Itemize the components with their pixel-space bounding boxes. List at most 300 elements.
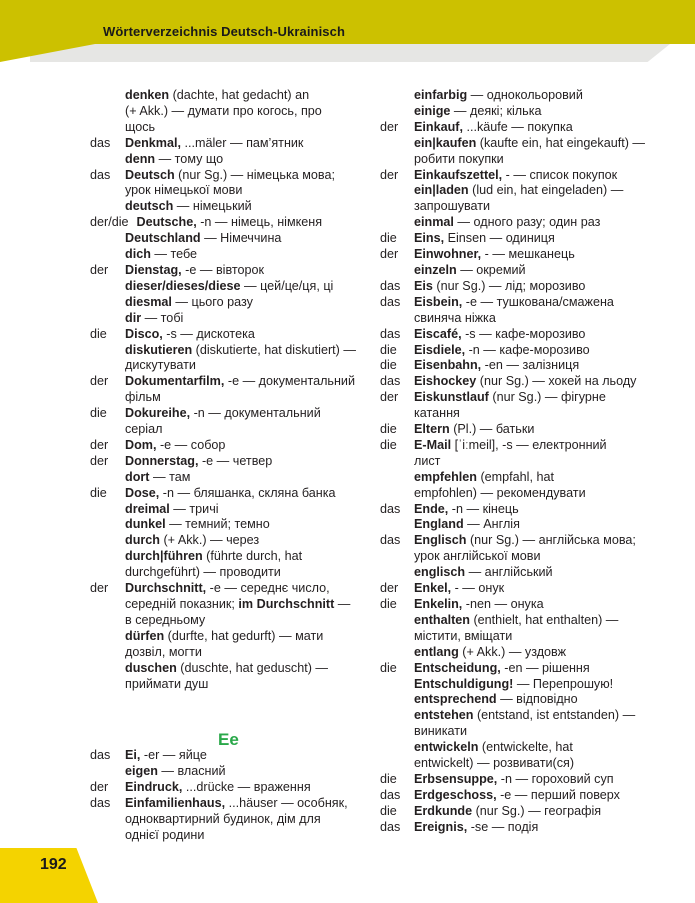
entry-definition: ...mäler — пам’ятник — [181, 135, 304, 150]
dictionary-entry — [90, 780, 375, 796]
entry-headword: Einkauf, — [414, 119, 463, 134]
dictionary-entry — [90, 199, 375, 215]
entry-definition: -en — рішення — [500, 660, 590, 675]
entry-article: das — [380, 278, 401, 293]
entry-definition: - — мешканець — [481, 247, 575, 262]
entry-headword: Eishockey — [414, 374, 477, 389]
dictionary-entry — [380, 565, 670, 581]
entry-headword: Erdgeschoss, — [414, 787, 497, 802]
entry-definition: — тричі — [169, 501, 219, 516]
entry-definition: (enthielt, hat enthalten) — містити, вміщати — [414, 612, 619, 643]
entry-article: die — [380, 358, 397, 373]
entry-definition: (entstand, ist entstanden) — виникати — [414, 708, 636, 739]
dictionary-entry — [90, 486, 375, 502]
entry-article — [380, 183, 414, 215]
entry-headword: Ereignis, — [414, 819, 468, 834]
entry-body — [414, 692, 670, 708]
entry-headword: Dom, — [125, 437, 157, 452]
entry-definition: (duschte, hat geduscht) — приймати душ — [125, 660, 329, 691]
entry-headword: entstehen — [414, 708, 474, 723]
entry-definition: (nur Sg.) — лід; морозиво — [432, 278, 586, 293]
entry-article: das — [380, 501, 401, 516]
entry-definition: — відповідно — [496, 692, 578, 707]
dictionary-entry — [380, 327, 670, 343]
entry-article — [90, 661, 125, 693]
dictionary-entry — [380, 343, 670, 359]
entry-article: der — [90, 374, 109, 389]
page-number: 192 — [40, 856, 67, 873]
dictionary-entry — [380, 231, 670, 247]
entry-body — [414, 295, 670, 327]
entry-definition: — німецький — [173, 199, 252, 214]
dictionary-entry — [90, 748, 375, 764]
entry-headword: Eiscafé, — [414, 326, 462, 341]
entry-article — [90, 764, 125, 780]
entry-headword: eigen — [125, 763, 158, 778]
dictionary-entry — [90, 517, 375, 533]
entry-body — [414, 438, 670, 470]
entry-body — [125, 231, 375, 247]
dictionary-entry — [380, 104, 670, 120]
dictionary-entry — [380, 788, 670, 804]
entry-definition: — окремий — [456, 262, 526, 277]
entry-article — [380, 104, 414, 120]
entry-article: die — [380, 437, 397, 452]
left-column — [90, 88, 375, 692]
entry-definition: — Перепрошую! — [513, 676, 614, 691]
dictionary-entry — [380, 502, 670, 518]
entry-headword: denken — [125, 88, 170, 102]
entry-body — [125, 374, 375, 406]
entry-definition: -n — німець, німкеня — [196, 215, 323, 230]
entry-body — [414, 88, 670, 104]
entry-body — [125, 486, 375, 502]
entry-headword: dieser/dieses/diese — [125, 278, 241, 293]
dictionary-entry — [90, 263, 375, 279]
entry-body — [414, 740, 670, 772]
entry-definition: (kaufte ein, hat eingekauft) — робити покупки — [414, 135, 646, 166]
entry-body — [125, 343, 375, 375]
entry-article: die — [380, 803, 397, 818]
entry-headword: Eisenbahn, — [414, 358, 482, 373]
entry-article — [90, 295, 125, 311]
entry-article — [90, 311, 125, 327]
entry-article — [90, 533, 125, 549]
entry-body — [137, 215, 375, 231]
entry-body — [125, 629, 375, 661]
entry-headword: Entschuldigung! — [414, 676, 514, 691]
dictionary-entry — [380, 120, 670, 136]
entry-headword: entwickeln — [414, 740, 479, 755]
dictionary-entry — [90, 88, 375, 136]
entry-definition: -e — перший поверх — [496, 787, 620, 802]
entry-body — [125, 764, 375, 780]
dictionary-entry — [90, 136, 375, 152]
entry-headword: dunkel — [125, 517, 166, 532]
dictionary-entry — [380, 708, 670, 740]
entry-article: der — [90, 262, 109, 277]
entry-definition: -e — документальний фільм — [125, 374, 356, 405]
entry-body — [414, 247, 670, 263]
entry-headword: Eisbein, — [414, 294, 463, 309]
dictionary-entry — [90, 533, 375, 549]
dictionary-entry — [380, 470, 670, 502]
entry-article — [90, 343, 125, 375]
entry-body — [125, 295, 375, 311]
entry-article: das — [90, 135, 111, 150]
entry-body — [125, 454, 375, 470]
dictionary-entry — [90, 629, 375, 661]
dictionary-entry — [90, 581, 375, 629]
entry-article: das — [380, 819, 401, 834]
entry-body — [125, 533, 375, 549]
entry-headword: einmal — [414, 215, 454, 230]
entry-body — [414, 597, 670, 613]
dictionary-entry — [380, 645, 670, 661]
entry-headword: Disco, — [125, 326, 163, 341]
entry-headword: Eins, — [414, 231, 445, 246]
entry-headword: durch|führen — [125, 549, 203, 564]
entry-article — [90, 549, 125, 581]
entry-definition: (entwickelte, hat entwickelt) — розвивати(ся) — [414, 740, 575, 771]
dictionary-entry — [380, 740, 670, 772]
entry-definition: (nur Sg.) — німецька мова; урок німецької мови — [125, 167, 335, 198]
dictionary-entry — [90, 374, 375, 406]
entry-headword: einzeln — [414, 262, 457, 277]
entry-article: das — [90, 795, 111, 810]
dictionary-entry — [380, 215, 670, 231]
entry-definition: (diskutierte, hat diskutiert) — дискутувати — [125, 342, 356, 373]
dictionary-entry — [380, 581, 670, 597]
entry-body — [414, 613, 670, 645]
entry-definition: [ˈiːmeil], -s — електронний лист — [414, 437, 607, 468]
entry-article — [90, 88, 125, 136]
entry-article — [380, 740, 414, 772]
entry-body — [414, 327, 670, 343]
entry-body — [125, 438, 375, 454]
dictionary-entry — [380, 390, 670, 422]
dictionary-entry — [90, 549, 375, 581]
entry-headword: Erbsensuppe, — [414, 771, 498, 786]
entry-body — [125, 502, 375, 518]
dictionary-entry — [380, 358, 670, 374]
dictionary-entry — [380, 677, 670, 693]
entry-article: die — [90, 326, 107, 341]
dictionary-entry — [380, 183, 670, 215]
entry-definition: Einsen — одиниця — [444, 231, 555, 246]
dictionary-entry — [380, 692, 670, 708]
entry-headword: Eiskunstlauf — [414, 390, 489, 405]
entry-body — [125, 311, 375, 327]
entry-headword: Enkelin, — [414, 597, 463, 611]
entry-definition: — цього разу — [171, 294, 253, 309]
entry-body — [414, 517, 670, 533]
entry-definition: — тому що — [155, 151, 224, 166]
entry-body — [125, 661, 375, 693]
entry-body — [414, 502, 670, 518]
entry-body — [125, 263, 375, 279]
entry-body — [125, 199, 375, 215]
entry-definition: — темний; темно — [165, 517, 270, 532]
entry-headword: E-Mail — [414, 437, 452, 452]
entry-article: die — [380, 422, 397, 437]
entry-definition: — Англія — [463, 517, 520, 532]
entry-article: das — [90, 748, 111, 762]
entry-definition: — власний — [157, 763, 226, 778]
entry-article — [380, 708, 414, 740]
dictionary-entry — [380, 295, 670, 327]
entry-definition: -s — дискотека — [162, 326, 255, 341]
entry-headword: Dokumentarfilm, — [125, 374, 225, 389]
entry-article: die — [90, 406, 107, 421]
entry-definition: (durfte, hat gedurft) — мати дозвіл, могти — [125, 628, 324, 659]
entry-headword: Dokureihe, — [125, 406, 191, 421]
dictionary-entry — [90, 279, 375, 295]
entry-definition: (führte durch, hat durchgeführt) — проводити — [125, 549, 303, 580]
entry-body — [125, 279, 375, 295]
entry-definition: — в середньому — [125, 597, 351, 627]
entry-headword: denn — [125, 151, 156, 166]
entry-definition: -s — кафе-морозиво — [461, 326, 586, 341]
entry-article — [90, 279, 125, 295]
entry-definition: — тобі — [141, 310, 184, 325]
entry-article: das — [380, 294, 401, 309]
entry-article: die — [380, 660, 397, 675]
entry-headword: Ei, — [125, 748, 141, 762]
entry-article: das — [380, 374, 401, 389]
entry-body — [125, 168, 375, 200]
entry-headword: durch — [125, 533, 160, 548]
entry-headword: einige — [414, 103, 451, 118]
entry-article — [380, 517, 414, 533]
entry-body — [414, 231, 670, 247]
entry-definition: -en — залізниця — [481, 358, 580, 373]
entry-article — [90, 247, 125, 263]
entry-body — [414, 645, 670, 661]
entry-article: die — [90, 485, 107, 500]
entry-headword: Deutsch — [125, 167, 175, 182]
entry-definition: -n — бляшанка, скляна банка — [159, 485, 336, 500]
entry-article: der — [380, 581, 399, 596]
entry-definition: — однокольоровий — [467, 88, 583, 102]
entry-article — [380, 88, 414, 104]
entry-article: das — [380, 533, 401, 548]
entry-definition: -e — вівторок — [181, 262, 265, 277]
entry-headword: Dose, — [125, 485, 160, 500]
entry-body — [125, 88, 375, 136]
entry-article — [90, 199, 125, 215]
dictionary-entry — [90, 152, 375, 168]
entry-definition: -e — четвер — [198, 453, 273, 468]
entry-body — [414, 708, 670, 740]
entry-headword: Donnerstag, — [125, 453, 199, 468]
entry-article: die — [380, 231, 397, 246]
entry-body — [125, 517, 375, 533]
dictionary-entry — [380, 661, 670, 677]
entry-definition: (nur Sg.) — хокей на льоду — [476, 374, 637, 389]
entry-headword: Entscheidung, — [414, 660, 501, 675]
entry-body — [125, 549, 375, 581]
entry-definition: -n — документальний серіал — [125, 406, 321, 437]
entry-article: der — [380, 119, 399, 134]
entry-headword: ein|laden — [414, 183, 469, 198]
entry-body — [414, 168, 670, 184]
entry-definition: -se — подія — [467, 819, 539, 834]
entry-body — [125, 152, 375, 168]
entry-article — [380, 470, 414, 502]
entry-article: das — [380, 326, 401, 341]
entry-article: der — [90, 581, 109, 596]
dictionary-entry — [380, 279, 670, 295]
entry-article — [380, 263, 414, 279]
dictionary-entry — [380, 772, 670, 788]
dictionary-entry — [380, 613, 670, 645]
entry-article — [90, 629, 125, 661]
entry-definition: — Німеччина — [200, 231, 282, 246]
entry-body — [414, 804, 670, 820]
entry-body — [125, 406, 375, 438]
dictionary-entry — [90, 470, 375, 486]
entry-definition: (nur Sg.) — географія — [472, 803, 602, 818]
entry-body — [414, 279, 670, 295]
entry-body — [414, 422, 670, 438]
dictionary-entry — [380, 517, 670, 533]
entry-body — [414, 215, 670, 231]
dictionary-entry — [90, 215, 375, 231]
entry-headword: dir — [125, 310, 142, 325]
entry-headword: entsprechend — [414, 692, 497, 707]
dictionary-entry — [90, 661, 375, 693]
entry-body — [414, 343, 670, 359]
dictionary-entry — [90, 247, 375, 263]
entry-definition: - — список покупок — [502, 167, 618, 182]
entry-headword: duschen — [125, 660, 177, 675]
dictionary-entry — [380, 247, 670, 263]
entry-article — [380, 677, 414, 693]
entry-definition: -e — собор — [156, 437, 226, 452]
entry-headword: England — [414, 517, 464, 532]
entry-body — [414, 136, 670, 168]
entry-body — [414, 677, 670, 693]
entry-definition: -n — кінець — [448, 501, 519, 516]
entry-body — [125, 796, 375, 844]
entry-article: die — [380, 771, 397, 786]
entry-body — [414, 120, 670, 136]
dictionary-entry — [90, 796, 375, 844]
entry-body — [414, 772, 670, 788]
entry-definition: ...drücke — враження — [182, 779, 311, 794]
dictionary-entry — [380, 88, 670, 104]
entry-definition: (+ Akk.) — через — [159, 533, 260, 548]
entry-body — [414, 374, 670, 390]
entry-headword: deutsch — [125, 199, 174, 214]
entry-article — [380, 613, 414, 645]
entry-headword: dürfen — [125, 628, 165, 643]
entry-body — [414, 358, 670, 374]
entry-definition: - — онук — [451, 581, 505, 596]
entry-article — [90, 517, 125, 533]
entry-definition: — цей/це/ця, ці — [240, 278, 334, 293]
entry-headword: enthalten — [414, 612, 470, 627]
entry-headword: Eltern — [414, 422, 450, 437]
section-letter: Ee — [218, 730, 239, 749]
dictionary-entry — [380, 263, 670, 279]
entry-definition: (empfahl, hat empfohlen) — рекомендувати — [414, 469, 586, 500]
dictionary-entry — [380, 820, 670, 836]
dictionary-entry — [380, 438, 670, 470]
entry-article: der — [380, 247, 399, 262]
dictionary-entry — [90, 343, 375, 375]
entry-definition: -nen — онука — [462, 597, 544, 611]
dictionary-entry — [380, 804, 670, 820]
entry-article: der — [90, 779, 109, 794]
entry-headword: diesmal — [125, 294, 172, 309]
entry-headword: Ende, — [414, 501, 449, 516]
entry-body — [125, 780, 375, 796]
entry-article — [90, 470, 125, 486]
entry-body — [414, 390, 670, 422]
entry-body — [414, 581, 670, 597]
entry-body — [414, 661, 670, 677]
dictionary-entry — [380, 374, 670, 390]
dictionary-entry — [380, 422, 670, 438]
entry-body — [125, 470, 375, 486]
dictionary-entry — [380, 597, 670, 613]
entry-article: der — [380, 390, 399, 405]
entry-article: das — [90, 167, 111, 182]
entry-article: die — [380, 342, 397, 357]
entry-headword: Deutsche, — [136, 215, 197, 230]
dictionary-entry — [90, 168, 375, 200]
entry-headword: Deutschland — [125, 231, 201, 246]
entry-article: der — [380, 167, 399, 182]
entry-body — [125, 136, 375, 152]
entry-headword: Durchschnitt, — [125, 581, 207, 596]
dictionary-entry — [90, 311, 375, 327]
entry-body — [414, 788, 670, 804]
entry-headword: Eis — [414, 278, 433, 293]
entry-headword: einfarbig — [414, 88, 468, 102]
entry-article — [380, 565, 414, 581]
entry-body — [125, 748, 375, 764]
entry-definition: (nur Sg.) — англійська мова; урок англійської мови — [414, 533, 636, 564]
entry-definition: (dachte, hat gedacht) an (+ Akk.) — думати про когось, про щось — [125, 88, 322, 134]
entry-article: der — [90, 453, 109, 468]
entry-article — [90, 152, 125, 168]
entry-definition: -e — тушкована/смажена свиняча ніжка — [414, 294, 614, 325]
entry-definition: (+ Akk.) — уздовж — [458, 644, 567, 659]
entry-definition: — там — [149, 469, 191, 484]
entry-headword: Eisdiele, — [414, 342, 466, 357]
entry-headword: Einwohner, — [414, 247, 482, 262]
dictionary-entry — [380, 136, 670, 168]
entry-definition: ...käufe — покупка — [463, 119, 573, 134]
entry-headword: dort — [125, 469, 150, 484]
entry-headword: ein|kaufen — [414, 135, 477, 150]
entry-headword: Eindruck, — [125, 779, 183, 794]
entry-article — [380, 645, 414, 661]
entry-definition: (nur Sg.) — фігурне катання — [414, 390, 606, 421]
entry-definition: ...häuser — особняк, одноквартирний будинок, дім для однієї родини — [125, 795, 348, 842]
entry-body — [414, 565, 670, 581]
dictionary-entry — [90, 406, 375, 438]
entry-headword: dreimal — [125, 501, 170, 516]
entry-article — [90, 502, 125, 518]
entry-definition: — одного разу; один раз — [453, 215, 601, 230]
entry-body — [414, 104, 670, 120]
entry-definition: -er — яйце — [140, 748, 207, 762]
entry-definition: — деякі; кілька — [450, 103, 542, 118]
